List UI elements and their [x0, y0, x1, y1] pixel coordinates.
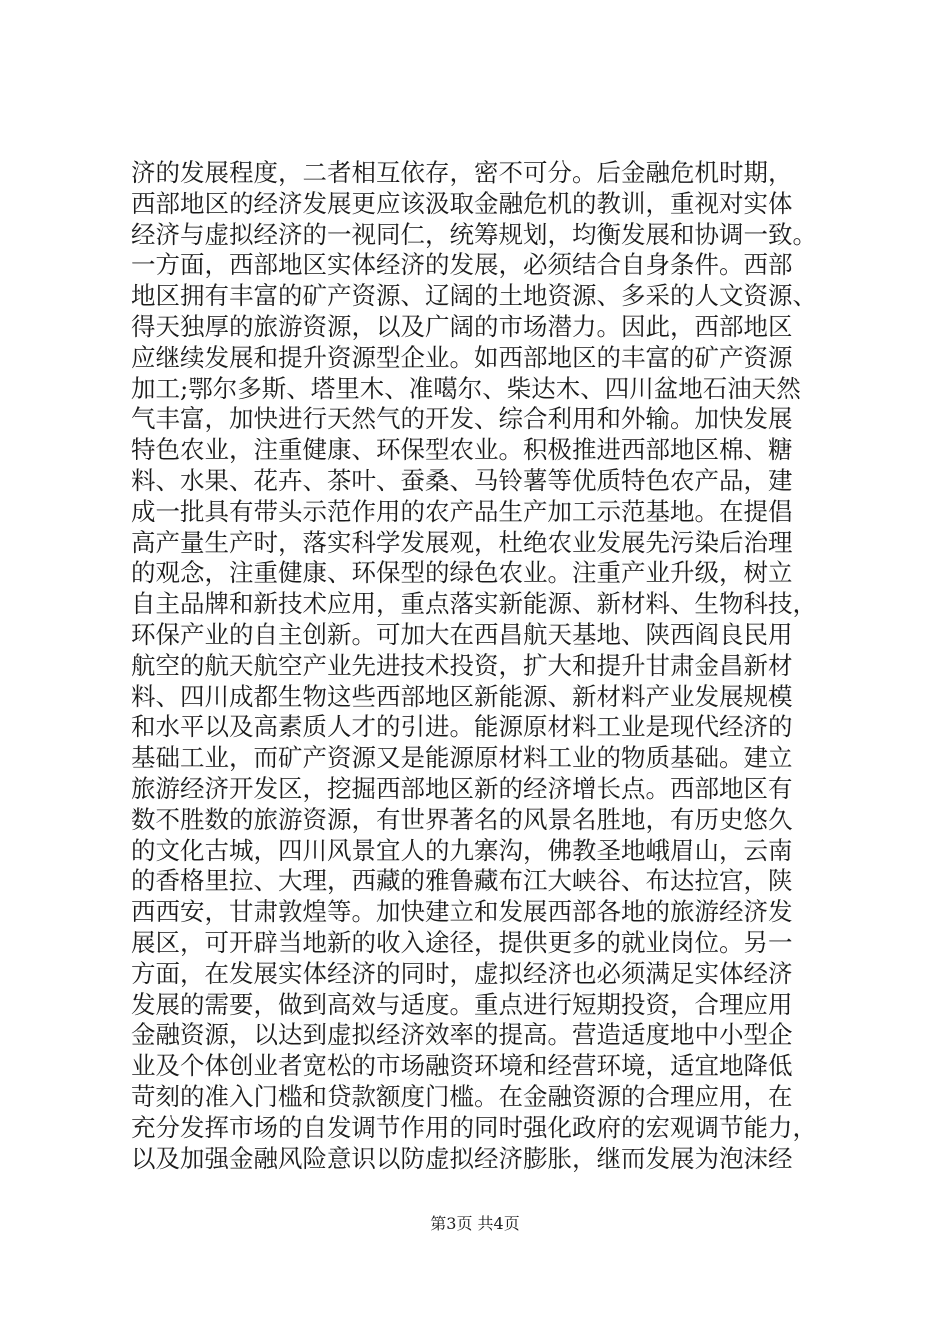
text-line: 旅游经济开发区，挖掘西部地区新的经济增长点。西部地区有	[131, 773, 793, 803]
text-line: 经济与虚拟经济的一视同仁，统筹规划，均衡发展和协调一致。	[131, 219, 817, 249]
text-line: 西部地区的经济发展更应该汲取金融危机的教训，重视对实体	[131, 188, 793, 218]
text-line: 应继续发展和提升资源型企业。如西部地区的丰富的矿产资源	[131, 342, 793, 372]
text-line: 业及个体创业者宽松的市场融资环境和经营环境，适宜地降低	[131, 1051, 793, 1081]
text-line: 苛刻的准入门槛和贷款额度门槛。在金融资源的合理应用，在	[131, 1081, 793, 1111]
text-line: 高产量生产时，落实科学发展观，杜绝农业发展先污染后治理	[131, 527, 793, 557]
text-line: 数不胜数的旅游资源，有世界著名的风景名胜地，有历史悠久	[131, 804, 793, 834]
text-line: 以及加强金融风险意识以防虚拟经济膨胀，继而发展为泡沫经	[131, 1143, 793, 1173]
text-line: 自主品牌和新技术应用，重点落实新能源、新材料、生物科技，	[131, 589, 817, 619]
text-line: 料、四川成都生物这些西部地区新能源、新材料产业发展规模	[131, 681, 793, 711]
text-line: 一方面，西部地区实体经济的发展，必须结合自身条件。西部	[131, 250, 793, 280]
text-line: 济的发展程度，二者相互依存，密不可分。后金融危机时期，	[131, 158, 793, 187]
text-line: 展区，可开辟当地新的收入途径，提供更多的就业岗位。另一	[131, 927, 793, 957]
body-text	[131, 158, 831, 1174]
text-line: 基础工业，而矿产资源又是能源原材料工业的物质基础。建立	[131, 743, 793, 773]
text-line: 得天独厚的旅游资源，以及广阔的市场潜力。因此，西部地区	[131, 311, 793, 341]
text-line: 气丰富，加快进行天然气的开发、综合利用和外输。加快发展	[131, 404, 793, 434]
text-line: 特色农业，注重健康、环保型农业。积极推进西部地区棉、糖	[131, 435, 793, 465]
text-line: 航空的航天航空产业先进技术投资，扩大和提升甘肃金昌新材	[131, 650, 793, 680]
text-line: 和水平以及高素质人才的引进。能源原材料工业是现代经济的	[131, 712, 793, 742]
text-line: 的香格里拉、大理，西藏的雅鲁藏布江大峡谷、布达拉宫，陕	[131, 866, 793, 896]
text-line: 料、水果、花卉、茶叶、蚕桑、马铃薯等优质特色农产品，建	[131, 465, 793, 495]
text-line: 发展的需要，做到高效与适度。重点进行短期投资，合理应用	[131, 989, 793, 1019]
text-line: 充分发挥市场的自发调节作用的同时强化政府的宏观调节能力，	[131, 1112, 817, 1142]
page-footer: 第3页 共4页	[430, 1214, 520, 1233]
text-line: 地区拥有丰富的矿产资源、辽阔的土地资源、多采的人文资源、	[131, 281, 817, 311]
text-line: 加工;鄂尔多斯、塔里木、准噶尔、柴达木、四川盆地石油天然	[131, 373, 801, 403]
text-line: 西西安，甘肃敦煌等。加快建立和发展西部各地的旅游经济发	[131, 897, 793, 927]
text-line: 的文化古城，四川风景宜人的九寨沟，佛教圣地峨眉山，云南	[131, 835, 793, 865]
text-line: 金融资源，以达到虚拟经济效率的提高。营造适度地中小型企	[131, 1020, 793, 1050]
text-line: 环保产业的自主创新。可加大在西昌航天基地、陕西阎良民用	[131, 619, 793, 649]
text-line: 成一批具有带头示范作用的农产品生产加工示范基地。在提倡	[131, 496, 793, 526]
text-line: 的观念，注重健康、环保型的绿色农业。注重产业升级，树立	[131, 558, 793, 588]
text-line: 方面，在发展实体经济的同时，虚拟经济也必须满足实体经济	[131, 958, 793, 988]
